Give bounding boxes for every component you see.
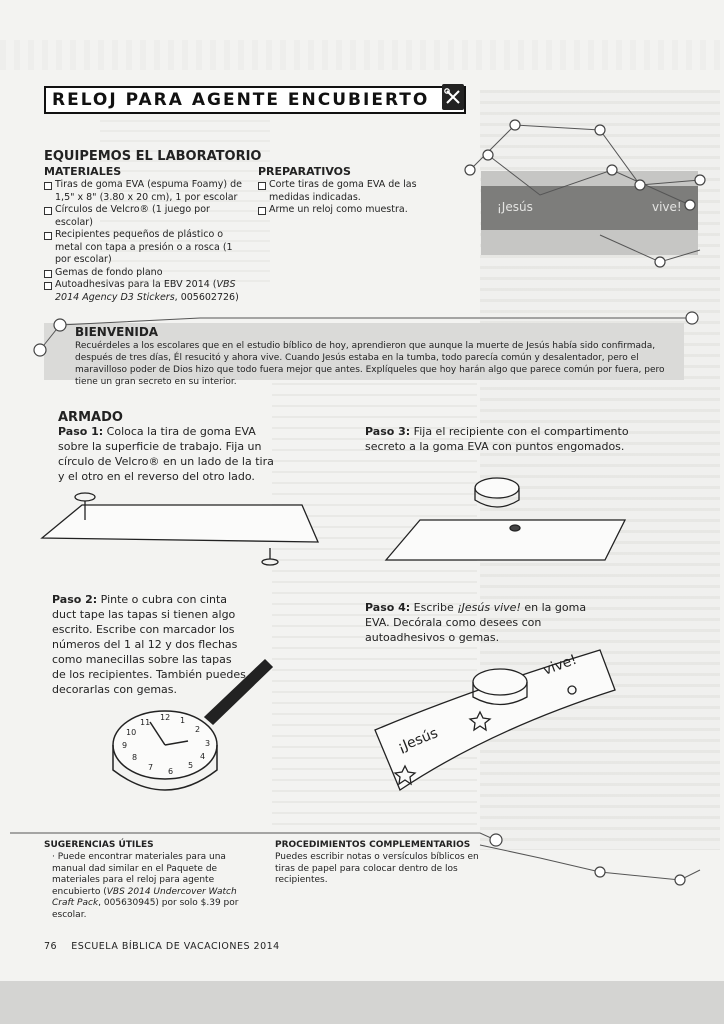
page-number: 76	[44, 941, 58, 952]
svg-text:5: 5	[188, 761, 194, 770]
page-footer	[44, 941, 280, 952]
svg-text:7: 7	[148, 763, 154, 772]
list-item: Recipientes pequeños de plástico o metal con tapa a presión o a rosca (1 por escolar)	[44, 229, 249, 267]
svg-text:3: 3	[205, 739, 211, 748]
step2-clock	[113, 660, 272, 790]
band-text-left: ¡Jesús	[395, 725, 441, 756]
list-item: Arme un reloj como muestra.	[258, 204, 418, 217]
photo-text-right: vive!	[652, 200, 682, 214]
svg-text:12: 12	[160, 713, 171, 722]
step1-strip	[42, 493, 318, 565]
tips-text: · Puede encontrar materiales para una manual dad similar en el Paquete de materiales para el reloj para agente encubierto (VBS 2014 Undercover Watch Craft Pack, 005630945) por solo $.39 por escolar.	[52, 852, 239, 920]
svg-text:11: 11	[140, 718, 151, 727]
svg-text:4: 4	[200, 752, 206, 761]
tips-heading: SUGERENCIAS ÚTILES	[44, 840, 154, 850]
step-4: Paso 4: Escribe ¡Jesús vive! en la goma EVA. Decórala como desees con autoadhesivos o gemas.	[365, 601, 587, 644]
list-item: Gemas de fondo plano	[44, 267, 249, 280]
lab-heading: EQUIPEMOS EL LABORATORIO	[44, 149, 262, 164]
list-item: Corte tiras de goma EVA de las medidas indicadas.	[258, 179, 418, 204]
assembly-heading: ARMADO	[58, 410, 123, 425]
svg-text:10: 10	[126, 728, 137, 737]
band-text-right: vive!	[540, 651, 579, 679]
page-title: RELOJ PARA AGENTE ENCUBIERTO	[52, 90, 430, 110]
svg-text:6: 6	[168, 767, 174, 776]
step4-band	[375, 650, 615, 790]
svg-text:2: 2	[195, 725, 201, 734]
list-item: Autoadhesivas para la EBV 2014 (VBS 2014 Agency D3 Stickers, 005602726)	[44, 279, 249, 304]
step3-container	[386, 478, 625, 560]
extra-heading: PROCEDIMIENTOS COMPLEMENTARIOS	[275, 840, 471, 850]
welcome-heading: BIENVENIDA	[75, 325, 159, 339]
photo-text-left: ¡Jesús	[497, 200, 533, 214]
list-item: Círculos de Velcro® (1 juego por escolar)	[44, 204, 249, 229]
svg-text:8: 8	[132, 753, 138, 762]
list-item: Tiras de goma EVA (espuma Foamy) de 1,5" x 8" (3.80 x 20 cm), 1 por escolar	[44, 179, 249, 204]
extra-text: Puedes escribir notas o versículos bíblicos en tiras de papel para colocar dentro de los recipientes.	[275, 852, 479, 885]
svg-text:9: 9	[122, 741, 128, 750]
scan-edge	[0, 981, 724, 1024]
step-3: Paso 3: Fija el recipiente con el compartimento secreto a la goma EVA con puntos engomados.	[365, 425, 629, 453]
materials-heading: MATERIALES	[44, 165, 122, 178]
step-2: Paso 2: Pinte o cubra con cinta duct tape las tapas si tienen algo escrito. Escribe con marcador los números del 1 al 12 y dos flechas como manecillas sobre las tapas de los recipientes. También puedes decorarlas con gemas.	[52, 593, 246, 696]
svg-text:1: 1	[180, 716, 186, 725]
footer-text: ESCUELA BÍBLICA DE VACACIONES 2014	[71, 941, 280, 952]
step-1: Paso 1: Coloca la tira de goma EVA sobre la superficie de trabajo. Fija un círculo de Velcro® en un lado de la tira y el otro en el reverso del otro lado.	[58, 425, 274, 483]
welcome-text: Recuérdeles a los escolares que en el estudio bíblico de hoy, aprendieron que aunque la muerte de Jesús había sido confirmada, después de tres días, Él resucitó y ahora vive. Cuando Jesús estaba en la tumba, todo parecía común y desalentador, pero el maravilloso poder de Dios hizo que todo fuera mejor que antes. Explíqueles que hoy harán algo que parece común por fuera, pero tiene un gran secreto en su interior.	[75, 341, 665, 387]
prep-heading: PREPARATIVOS	[258, 165, 351, 178]
